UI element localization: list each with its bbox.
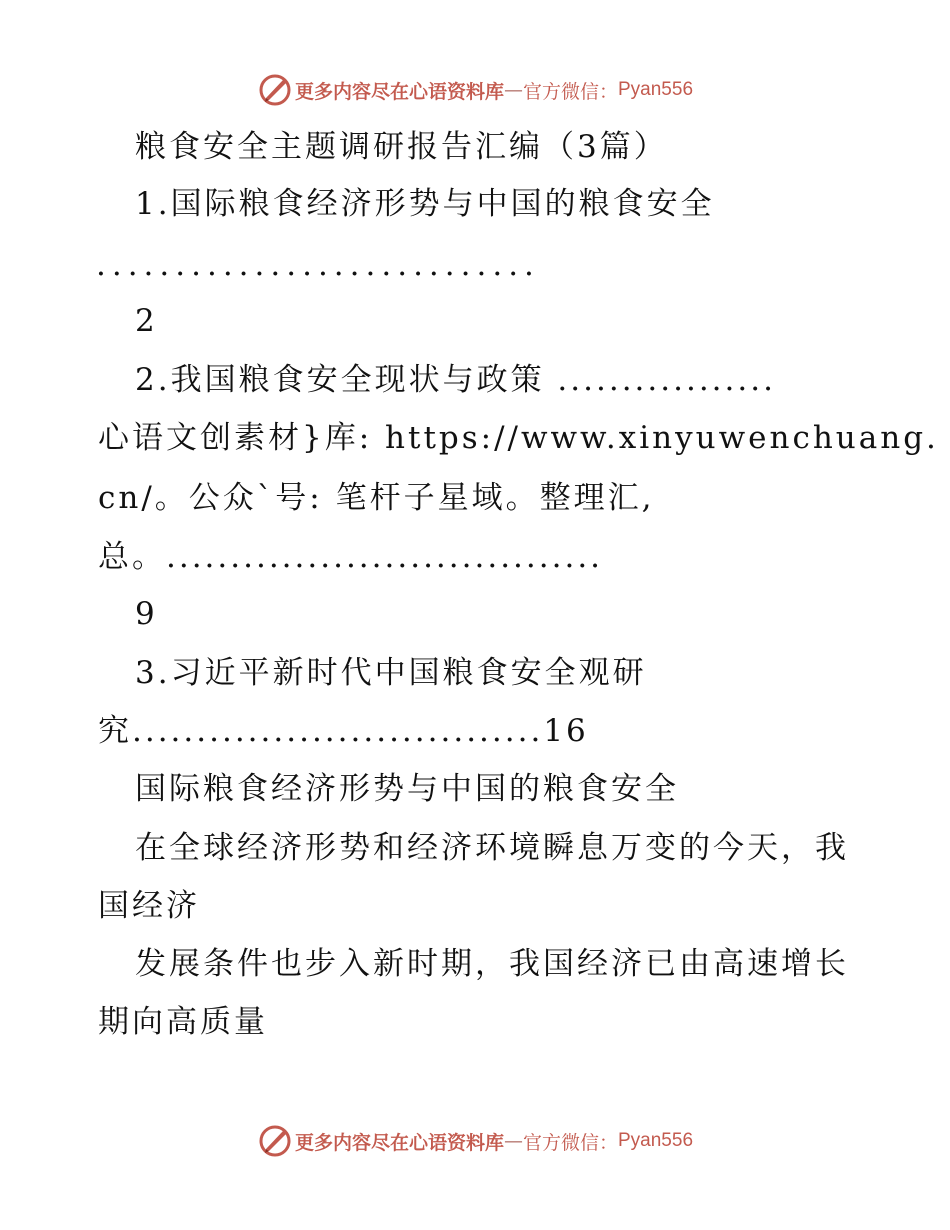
toc-item-2-source-cont: cn/。公众`号: 笔杆子星域。整理汇, — [98, 480, 655, 516]
quill-pen-logo-icon — [257, 72, 293, 108]
toc-item-2-dots: 总。.................................. — [98, 539, 604, 575]
banner-label: 官方微信： — [522, 1131, 618, 1154]
banner-text: 更多内容尽在心语资料库 — [294, 1131, 504, 1154]
toc-item-3-dots-page: 究................................16 — [98, 713, 589, 749]
toc-item-1-dots: ............................ — [96, 247, 540, 283]
section-title: 国际粮食经济形势与中国的粮食安全 — [135, 771, 679, 807]
footer-banner — [0, 1121, 950, 1161]
toc-item-1-page: 2 — [135, 303, 158, 339]
banner-separator: — — [503, 79, 523, 101]
toc-item-2-title: 2.我国粮食安全现状与政策 ................. — [135, 362, 776, 398]
paragraph-2-line-2: 期向高质量 — [98, 1004, 268, 1040]
paragraph-1-line-2: 国经济 — [98, 888, 200, 924]
paragraph-2-line-1: 发展条件也步入新时期，我国经济已由高速增长 — [135, 946, 849, 982]
banner-label: 官方微信： — [522, 80, 618, 103]
document-title: 粮食安全主题调研报告汇编（3篇） — [135, 129, 668, 165]
banner-text: 更多内容尽在心语资料库 — [294, 80, 504, 103]
toc-item-2-page: 9 — [135, 596, 158, 632]
banner-handle: Pyan556 — [618, 79, 694, 100]
header-banner — [0, 70, 950, 110]
banner-handle: Pyan556 — [618, 1130, 694, 1151]
quill-pen-logo-icon — [257, 1123, 293, 1159]
toc-item-2-source: 心语文创素材}库: https://www.xinyuwenchuang. — [98, 420, 939, 456]
banner-separator: — — [503, 1130, 523, 1152]
toc-item-3-title: 3.习近平新时代中国粮食安全观研 — [135, 655, 647, 691]
toc-item-1-title: 1.国际粮食经济形势与中国的粮食安全 — [135, 186, 715, 222]
paragraph-1-line-1: 在全球经济形势和经济环境瞬息万变的今天，我 — [135, 830, 849, 866]
